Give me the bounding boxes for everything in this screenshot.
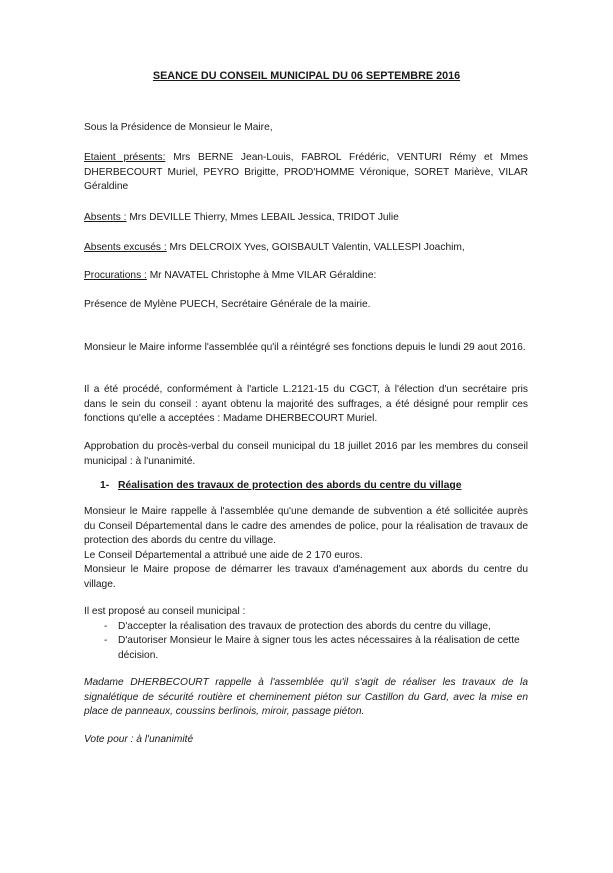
proposal-list <box>84 620 528 664</box>
list-item-text: D'autoriser Monsieur le Maire à signer tous les actes nécessaires à la réalisation de cette décision. <box>118 635 520 661</box>
procurations-paragraph <box>84 269 528 284</box>
section-1-number: 1- <box>100 480 110 491</box>
absents-paragraph <box>84 211 528 226</box>
page-title: SEANCE DU CONSEIL MUNICIPAL DU 06 SEPTEMBRE 2016 <box>152 70 461 82</box>
section-1-proposal <box>84 605 528 663</box>
section-1-body <box>84 505 528 592</box>
vote-line: Vote pour : à l'unanimité <box>84 734 194 745</box>
secretaire-paragraph: Il a été procédé, conformément à l'article L.2121-15 du CGCT, à l'élection d'un secrétaire pris dans le sein du conseil : ayant obtenu la majorité des suffrages, a été désigné pour remplir ces fonctions qu'elle a acceptées : Madame DHERBECOURT Muriel. <box>84 384 528 424</box>
list-item <box>84 634 528 663</box>
dash-mark: - <box>104 620 108 632</box>
dash-mark: - <box>104 635 108 646</box>
absents-text: Mrs DEVILLE Thierry, Mmes LEBAIL Jessica, TRIDOT Julie <box>126 212 399 223</box>
list-item-text: D'accepter la réalisation des travaux de protection des abords du centre du village, <box>118 620 491 632</box>
excuses-paragraph <box>84 241 528 256</box>
section-1-demarrer: Monsieur le Maire propose de démarrer les travaux d'aménagement aux abords du centre du village. <box>84 564 528 590</box>
list-item <box>84 620 528 635</box>
presents-paragraph <box>84 151 528 195</box>
section-1-aide: Le Conseil Départemental a attribué une aide de 2 170 euros. <box>84 549 363 561</box>
procurations-label: Procurations : <box>84 270 147 281</box>
presents-label: Etaient présents: <box>84 152 166 163</box>
absents-label: Absents : <box>84 212 127 223</box>
pv-paragraph: Approbation du procès-verbal du conseil municipal du 18 juillet 2016 par les membres du conseil municipal : à l'unanimité. <box>84 441 528 467</box>
presence-line: Présence de Mylène PUECH, Secrétaire Générale de la mairie. <box>84 299 371 310</box>
proposal-intro: Il est proposé au conseil municipal : <box>84 606 246 617</box>
section-1-intro: Monsieur le Maire rappelle à l'assemblée qu'une demande de subvention a été sollicitée auprès du Conseil Départemental dans le cadre des amendes de police, pour la réalisation de travaux de protection des abords du centre du village. <box>84 506 528 546</box>
presents-text: Mrs BERNE Jean-Louis, FABROL Frédéric, VENTURI Rémy et Mmes DHERBECOURT Muriel, PEYRO Brigitte, PROD'HOMME Véronique, SORET Mariève, VILAR Géraldine <box>84 152 528 192</box>
presidence-line: Sous la Présidence de Monsieur le Maire, <box>84 122 273 133</box>
rappel-paragraph: Madame DHERBECOURT rappelle à l'assemblée qu'il s'agit de réaliser les travaux de la signalétique de sécurité routière et cheminement piéton sur Castillon du Gard, avec la mise en place de panneaux, coussins berlinois, miroir, passage piéton. <box>84 677 528 717</box>
procurations-text: Mr NAVATEL Christophe à Mme VILAR Géraldine: <box>146 270 377 281</box>
section-1-heading <box>100 479 462 494</box>
excuses-label: Absents excusés : <box>84 242 167 253</box>
section-1-title: Réalisation des travaux de protection des abords du centre du village <box>118 480 462 491</box>
excuses-text: Mrs DELCROIX Yves, GOISBAULT Valentin, VALLESPI Joachim, <box>166 242 465 253</box>
fonctions-paragraph: Monsieur le Maire informe l'assemblée qu'il a réintégré ses fonctions depuis le lundi 29 aout 2016. <box>84 342 526 353</box>
